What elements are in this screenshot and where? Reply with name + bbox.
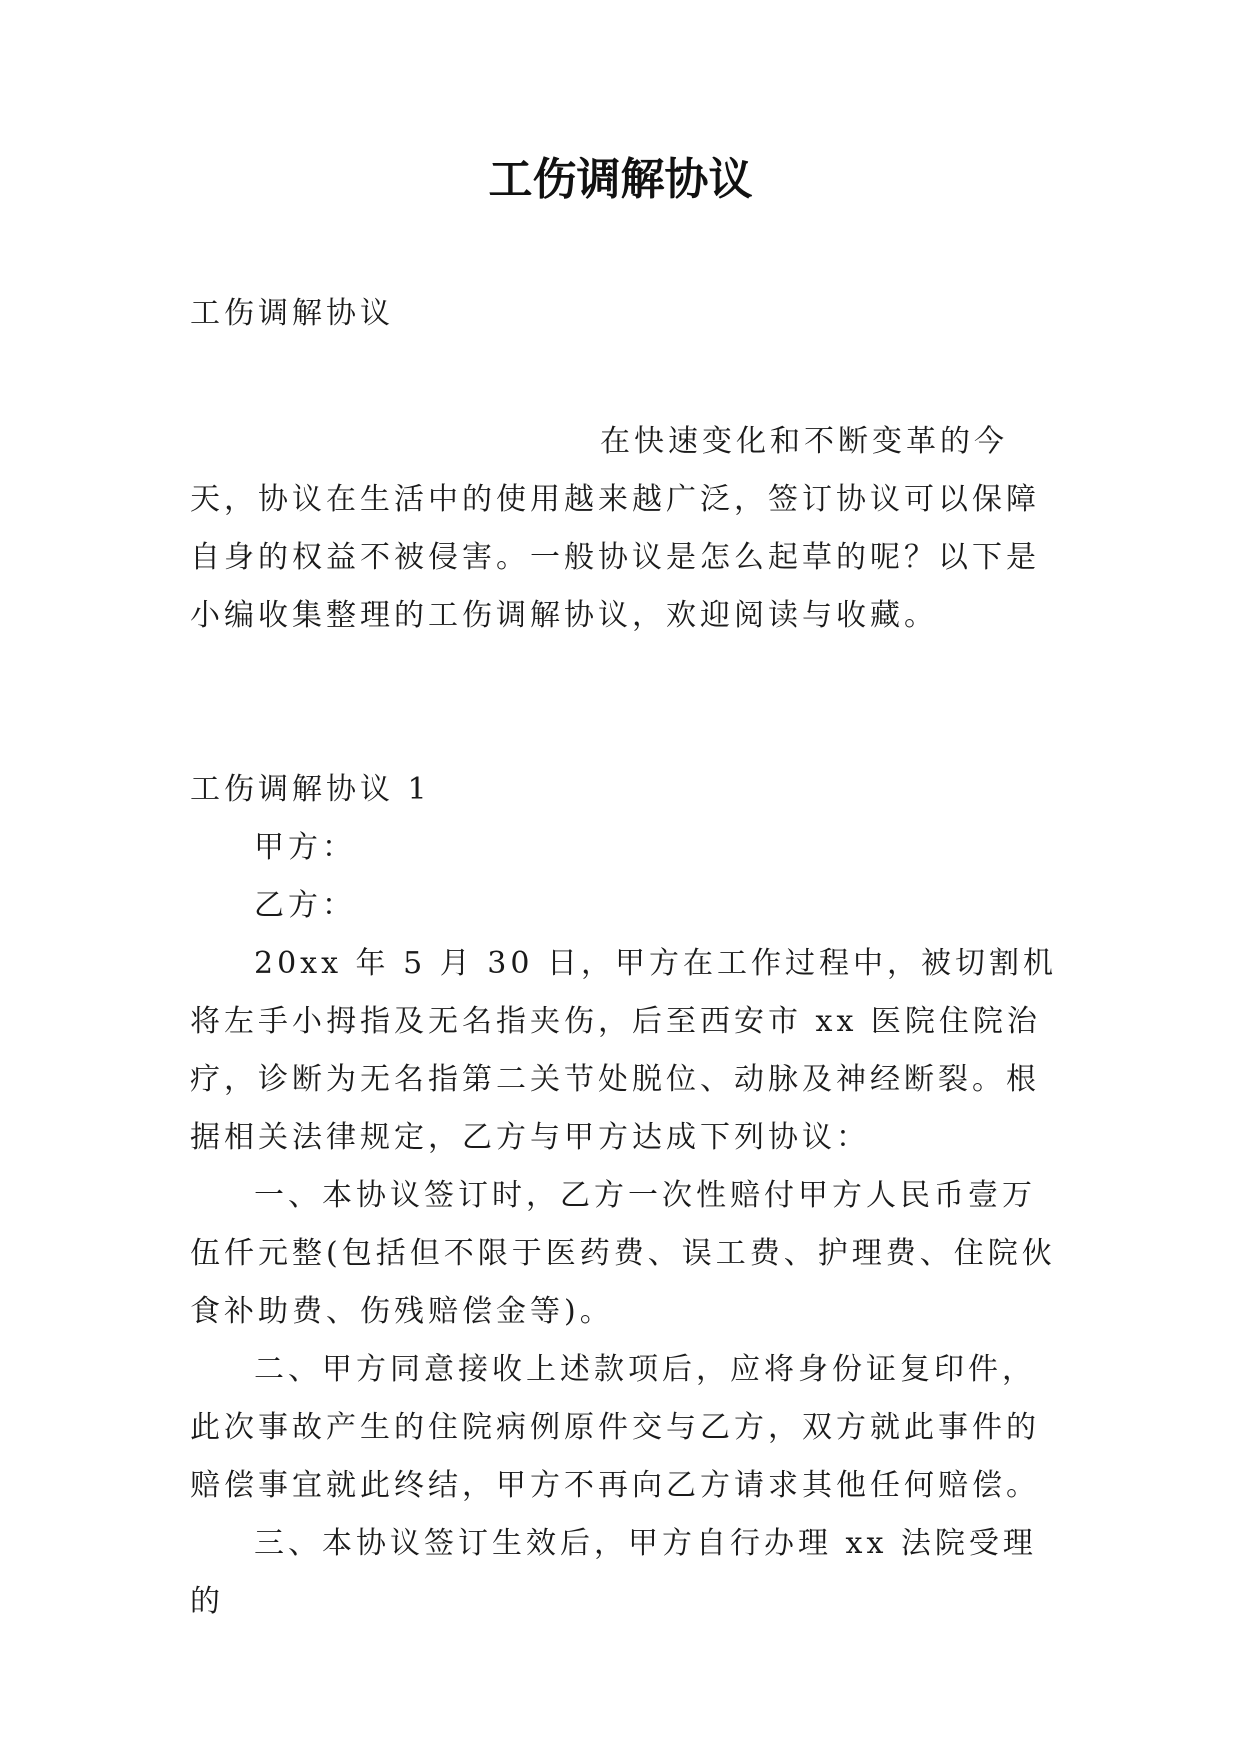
document-title: 工伤调解协议 xyxy=(488,154,753,205)
document-body xyxy=(190,285,1060,1631)
document-subtitle: 工伤调解协议 xyxy=(190,296,394,331)
clause-1-paragraph: 一、本协议签订时，乙方一次性赔付甲方人民币壹万伍仟元整(包括但不限于医药费、误工费、护理费、住院伙食补助费、伤残赔偿金等)。 xyxy=(190,1178,1056,1329)
clause-3-paragraph: 三、本协议签订生效后，甲方自行办理 xx 法院受理的 xyxy=(190,1526,1037,1619)
party-b-line: 乙方： xyxy=(254,888,356,923)
clause-2-paragraph: 二、甲方同意接收上述款项后，应将身份证复印件，此次事故产生的住院病例原件交与乙方，双方就此事件的赔偿事宜就此终结，甲方不再向乙方请求其他任何赔偿。 xyxy=(190,1352,1040,1503)
section-title: 工伤调解协议 1 xyxy=(190,772,431,807)
incident-paragraph: 20xx 年 5 月 30 日，甲方在工作过程中，被切割机将左手小拇指及无名指夹伤，后至西安市 xx 医院住院治疗，诊断为无名指第二关节处脱位、动脉及神经断裂。根据相关法律规定，乙方与甲方达成下列协议： xyxy=(190,946,1057,1155)
party-a-line: 甲方： xyxy=(254,830,356,865)
intro-paragraph: 在快速变化和不断变革的今天，协议在生活中的使用越来越广泛，签订协议可以保障自身的权益不被侵害。一般协议是怎么起草的呢？以下是小编收集整理的工伤调解协议，欢迎阅读与收藏。 xyxy=(190,424,1040,633)
